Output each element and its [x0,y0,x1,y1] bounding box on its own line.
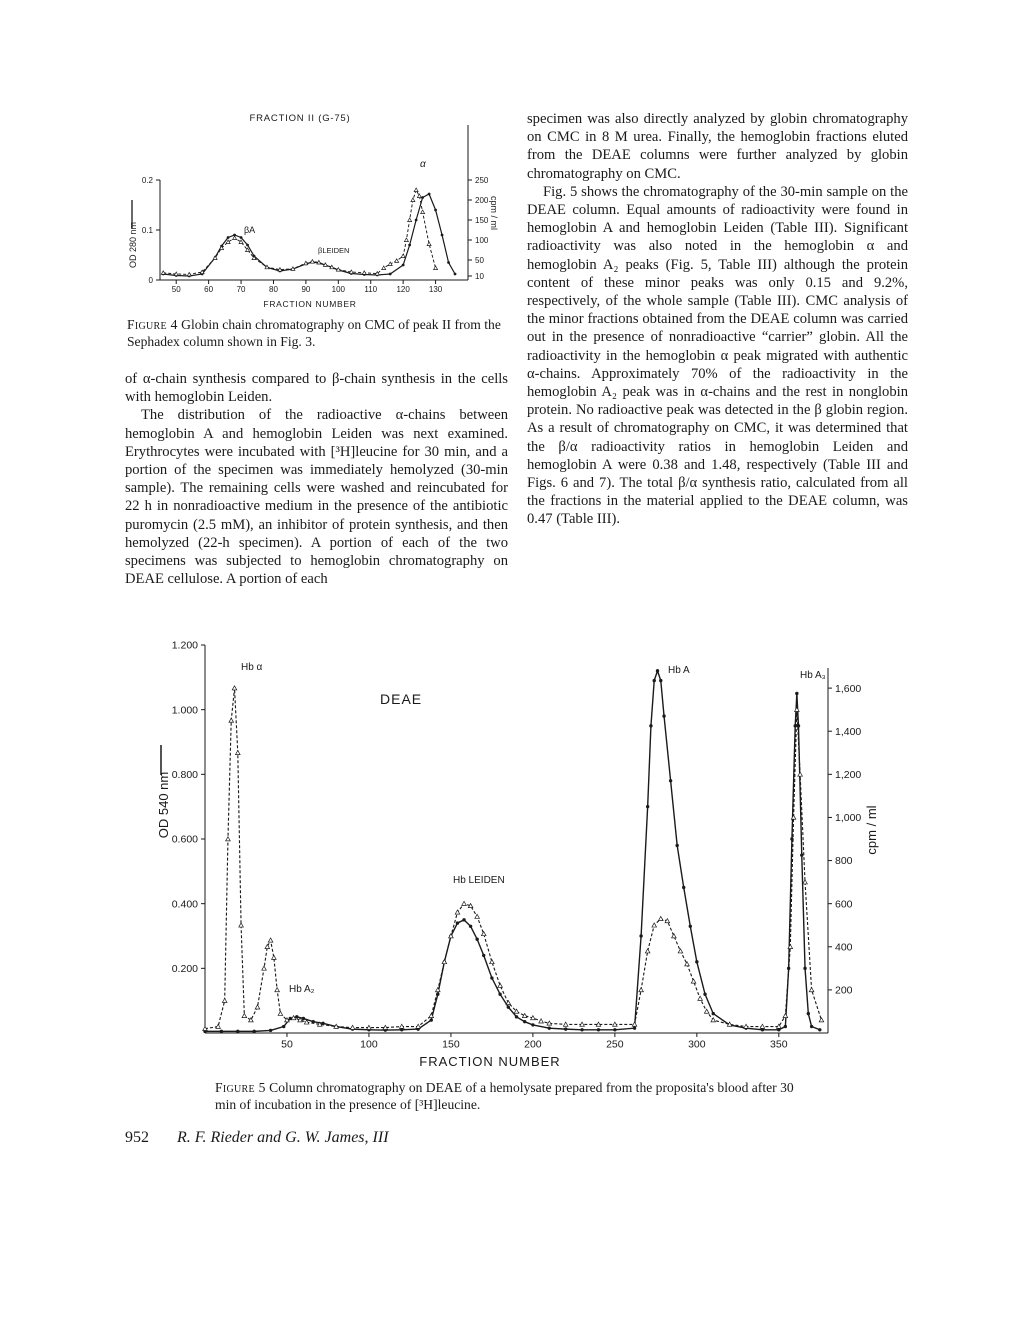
fig4-right-tick-label: 150 [475,215,489,225]
fig5-solid-point [456,921,459,924]
fig5-x-tick-label: 250 [606,1038,624,1051]
fig5-solid-point [653,679,656,682]
fig5-open-triangle-point [506,1001,511,1005]
fig5-solid-point [682,886,685,889]
fig4-x-tick-label: 80 [269,285,278,294]
fig5-right-y-label: cpm / ml [864,805,879,855]
fig5-left-y-label: OD 540 nm [156,771,171,839]
fig4-right-tick-label: 50 [475,255,484,265]
fig5-open-triangle-point [229,718,234,722]
fig5-open-triangle-point [235,750,240,754]
fig5-open-triangle-point [691,979,696,983]
fig5-left-tick-label: 0.200 [171,963,198,976]
fig5-solid-point [252,1030,255,1033]
fig5-annotation-hb-a3: Hb A₃ [800,670,826,681]
fig5-solid-point [523,1020,526,1023]
fig5-solid-point [490,976,493,979]
fig5-solid-point [236,1030,239,1033]
fig4-x-tick-label: 50 [171,285,181,294]
fig5-open-triangle-point [803,880,808,884]
fig5-left-tick-label: 0.400 [171,898,198,911]
fig5-solid-point [646,805,649,808]
fig5-annotation-hb-a: Hb A [668,665,690,676]
fig5-x-tick-label: 200 [524,1038,542,1051]
fig5-open-triangle-point [475,914,480,918]
right-paragraph-2: Fig. 5 shows the chromatography of the 30-min sample on the DEAE column. Equal amounts of radioactivity were found in hemoglobin A and hemoglobin Leiden (Table III). Significant radioactivity was also noted in the hemoglobin α and hemoglobin A₂ peaks (Fig. 5, Table III) although the protein content of these minor peaks was only 0.15 and 9.2%, respectively, of the whole sample (Table III). CMC analysis of the minor fractions obtained from the DEAE column was carried out in the presence of nonradioactive “carrier” globin. All the radioactivity in the hemoglobin α peak migrated with authentic α-chains. Approximately 70% of the radioactivity in the hemoglobin A₂ peak was in α-chains and the rest in nonglobin protein. No radioactive peak was detected in the β globin region. As a result of chromatography on CMC, it was determined that the β/α radioactivity ratios in hemoglobin Leiden and hemoglobin A were 0.38 and 1.48, respectively (Table III and Figs. 6 and 7). The total β/α synthesis ratio, calculated from all the fractions in the material applied to the DEAE column, was 0.47 (Table III). [527,183,908,528]
fig5-solid-point [633,1026,636,1029]
fig5-solid-point [515,1015,518,1018]
fig5-open-triangle-point [798,772,803,776]
fig5-solid-point [818,1028,821,1031]
fig5-title: DEAE [380,691,423,707]
fig5-open-triangle-point [232,686,237,690]
fig5-solid-point [302,1017,305,1020]
fig5-open-triangle-point [268,938,273,942]
fig5-solid-point [580,1028,583,1031]
fig5-open-triangle-point [498,983,503,987]
fig5-open-triangle-point [350,1025,355,1029]
fig4-x-tick-label: 120 [396,285,410,294]
fig4-x-label: FRACTION NUMBER [263,299,357,309]
fig5-open-triangle-point [672,934,677,938]
fig4-x-tick-label: 110 [364,285,378,294]
fig5-open-triangle-point [239,923,244,927]
right-paragraph-1: specimen was also directly analyzed by globin chromatography on CMC in 8 M urea. Finally, the hemoglobin fractions eluted from the DEAE columns were further analyzed by globin chromatography on CMC. [527,111,908,182]
left-paragraph-2: The distribution of the radioactive α-chains between hemoglobin A and hemoglobin Leiden was next examined. Erythrocytes were incubated with [³H]leucine for 30 min, and a portion of the specimen was immediately hemolyzed (30-min sample). The remaining cells were washed and reincubated for 22 h in nonradioactive medium in the presence of the antibiotic puromycin (2.5 mM), an inhibitor of protein synthesis, and then hemolyzed (22-h specimen). A portion of each of the two specimens was subjected to hemoglobin chromatography on DEAE cellulose. A portion of each [125,407,508,588]
fig5-solid-point [430,1018,433,1021]
fig5-x-tick-label: 300 [688,1038,706,1051]
fig5-left-tick-label: 1.200 [171,639,198,652]
fig5-solid-point [803,967,806,970]
fig5-x-tick-label: 50 [281,1038,293,1051]
fig5-x-label: FRACTION NUMBER [419,1054,561,1069]
fig5-solid-point [695,960,698,963]
fig4-right-tick-label: 250 [475,175,489,185]
fig5-open-triangle-point [272,955,277,959]
fig5-x-tick-label: 150 [442,1038,460,1051]
fig5-open-triangle-point [462,901,467,905]
page-number: 952 [125,1129,149,1146]
fig5-solid-point [507,1005,510,1008]
fig4-x-tick-label: 130 [428,285,443,294]
fig5-solid-point [703,993,706,996]
fig5-right-tick-label: 1,000 [835,812,862,825]
fig5-solid-point [669,779,672,782]
fig5-left-tick-label: 0.600 [171,833,198,846]
fig5-right-tick-label: 1,200 [835,769,862,782]
fig5-x-tick-label: 350 [770,1038,788,1051]
fig5-solid-point [597,1028,600,1031]
fig4-right-tick-label: 10 [475,271,484,281]
fig4-x-tick-label: 100 [331,285,345,294]
fig5-solid-point [689,925,692,928]
fig5-solid-point [282,1025,285,1028]
fig4-right-tick-label: 100 [475,235,489,245]
running-authors: R. F. Rieder and G. W. James, III [177,1129,389,1146]
fig5-solid-point [469,925,472,928]
fig5-open-triangle-point [795,707,800,711]
fig5-right-tick-label: 1,400 [835,725,862,738]
fig5-solid-point [659,679,662,682]
fig5-solid-point [800,853,803,856]
fig5-left-tick-label: 1.000 [171,704,198,717]
figure-5-caption-text: Column chromatography on DEAE of a hemolysate prepared from the proposita's blood after 30 min of incubation in the presence of [³H]leucine. [215,1080,794,1112]
fig5-solid-point [649,724,652,727]
fig5-solid-point [807,1012,810,1015]
fig5-open-triangle-point [539,1019,544,1023]
fig5-open-triangle-point [645,949,650,953]
fig5-solid-point [639,934,642,937]
fig5-annotation-hb-alpha: Hb α [241,662,263,673]
fig5-open-triangle-point [678,949,683,953]
fig5-open-triangle-point [711,1018,716,1022]
fig5-open-triangle-point [809,988,814,992]
fig5-solid-point [712,1012,715,1015]
fig5-open-triangle-point [242,1013,247,1017]
fig5-open-triangle-point [490,960,495,964]
fig5-open-triangle-point [275,988,280,992]
fig5-open-triangle-point [265,944,270,948]
figure-5-caption-label: Figure 5 [215,1080,266,1095]
fig4-annotation-beta-leiden: βLEIDEN [318,246,350,255]
fig5-solid-point [498,993,501,996]
fig4-x-tick-label: 60 [204,285,214,294]
fig4-x-tick-label: 90 [301,285,311,294]
fig4-left-tick-label: 0 [148,275,153,285]
fig5-open-triangle-point [704,1009,709,1013]
fig5-open-triangle-point [455,910,460,914]
fig4-annotation-alpha: α [420,159,426,170]
fig5-solid-point [795,692,798,695]
fig5-solid-point [475,938,478,941]
fig5-open-triangle-point [658,916,663,920]
fig5-series-solid-line [205,671,820,1032]
fig4-right-y-label: cpm / ml [489,195,499,231]
fig5-open-triangle-point [278,1011,283,1015]
fig5-open-triangle-point [698,996,703,1000]
fig5-open-triangle-point [222,998,227,1002]
fig5-open-triangle-point [652,923,657,927]
figure-4-caption-label: Figure 4 [127,317,178,332]
fig4-x-tick-label: 70 [236,285,246,294]
fig5-open-triangle-point [783,1013,788,1017]
fig5-annotation-hb-leiden: Hb LEIDEN [453,875,505,886]
fig5-solid-point [662,714,665,717]
fig5-annotation-hb-a2: Hb A₂ [289,984,315,995]
fig5-solid-point [220,1030,223,1033]
fig5-open-triangle-point [226,837,231,841]
fig5-open-triangle-point [639,988,644,992]
fig5-solid-point [564,1027,567,1030]
fig5-solid-point [675,844,678,847]
fig5-solid-point [656,669,659,672]
fig5-open-triangle-point [685,962,690,966]
fig5-solid-point [810,1025,813,1028]
fig4-left-tick-label: 0.2 [141,175,153,185]
fig4-top-label: FRACTION II (G-75) [249,113,351,124]
fig4-left-y-label: OD 280 nm [128,221,138,269]
fig5-solid-point [269,1029,272,1032]
fig5-right-tick-label: 600 [835,898,853,911]
fig5-solid-point [613,1028,616,1031]
figure-5-caption [215,1079,815,1113]
fig4-left-tick-label: 0.1 [141,225,153,235]
fig5-solid-point [548,1026,551,1029]
fig4-annotation-beta-a: βA [244,225,256,235]
fig5-right-tick-label: 400 [835,941,853,954]
fig5-open-triangle-point [819,1018,824,1022]
fig5-open-triangle-point [632,1022,637,1026]
fig5-right-tick-label: 200 [835,984,853,997]
fig5-solid-point [784,1025,787,1028]
fig5-solid-point [531,1023,534,1026]
fig5-open-triangle-point [481,932,486,936]
page-footer [125,1129,389,1147]
fig4-right-tick-label: 200 [475,195,489,205]
fig5-right-tick-label: 1,600 [835,682,862,695]
fig5-solid-point [482,954,485,957]
figure-4-caption-text: Globin chain chromatography on CMC of peak II from the Sephadex column shown in Fig. 3. [127,317,501,349]
left-paragraph-1: of α-chain synthesis compared to β-chain synthesis in the cells with hemoglobin Leiden. [125,371,508,406]
fig5-x-tick-label: 100 [360,1038,378,1051]
fig5-series-dashed-line [205,688,821,1029]
fig5-open-triangle-point [262,966,267,970]
fig5-right-tick-label: 800 [835,855,853,868]
fig5-open-triangle-point [255,1005,260,1009]
fig5-left-tick-label: 0.800 [171,769,198,782]
fig5-solid-point [295,1015,298,1018]
fig5-solid-point [462,918,465,921]
